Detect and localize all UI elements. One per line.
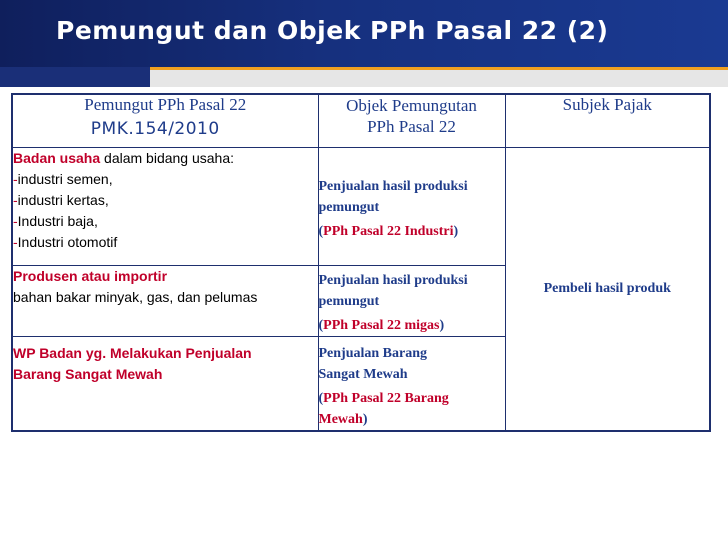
table-row xyxy=(12,148,710,266)
list-item: Industri otomotif xyxy=(17,234,118,250)
accent-block xyxy=(0,67,150,87)
header-objek-line2: PPh Pasal 22 xyxy=(367,117,456,136)
pemungut-cell-migas xyxy=(12,266,318,337)
accent-line xyxy=(150,67,728,70)
header-pemungut xyxy=(12,94,318,148)
pemungut-badan-usaha: Badan usaha xyxy=(13,150,101,166)
pph-table xyxy=(11,93,711,432)
objek-text: Penjualan hasil produksi xyxy=(318,179,468,194)
objek-cell-mewah: Penjualan Barang Sangat Mewah (PPh Pasal 22 Barang Mewah) xyxy=(318,337,505,432)
title-bar xyxy=(0,0,728,67)
subjek-text: Pembeli hasil produk xyxy=(543,281,671,296)
subjek-cell xyxy=(505,148,710,432)
objek-cell-industri: Penjualan hasil produksi pemungut (PPh Pasal 22 Industri) xyxy=(318,148,505,266)
table-header-row xyxy=(12,94,710,148)
pemungut-produsen-desc: bahan bakar minyak, gas, dan pelumas xyxy=(13,289,258,305)
header-subjek xyxy=(505,94,710,148)
header-subjek-label: Subjek Pajak xyxy=(562,95,652,114)
pemungut-badan-usaha-desc: dalam bidang usaha: xyxy=(100,150,235,166)
list-item: industri semen, xyxy=(17,171,113,187)
pemungut-wp-badan: WP Badan yg. Melakukan Penjualan xyxy=(13,345,252,361)
list-item: Industri baja, xyxy=(17,213,98,229)
header-pemungut-label: Pemungut PPh Pasal 22 xyxy=(84,95,247,114)
pemungut-cell-mewah xyxy=(12,337,318,432)
header-pmk-label: PMK.154/2010 xyxy=(90,119,220,139)
objek-text: Sangat Mewah xyxy=(318,367,408,382)
objek-type: PPh Pasal 22 Barang xyxy=(323,391,449,406)
pemungut-produsen: Produsen atau importir xyxy=(13,268,168,284)
header-objek-line1: Objek Pemungutan xyxy=(346,96,477,115)
objek-cell-migas: Penjualan hasil produksi pemungut (PPh Pasal 22 migas) xyxy=(318,266,505,337)
header-objek xyxy=(318,94,505,148)
objek-text: pemungut xyxy=(318,294,380,309)
objek-text: Penjualan hasil produksi xyxy=(318,273,468,288)
slide-title: Pemungut dan Objek PPh Pasal 22 (2) xyxy=(56,16,609,45)
objek-text: pemungut xyxy=(318,200,380,215)
list-item: industri kertas, xyxy=(17,192,109,208)
objek-text: Penjualan Barang xyxy=(318,346,428,361)
objek-type: PPh Pasal 22 Industri xyxy=(323,224,454,239)
pemungut-wp-badan: Barang Sangat Mewah xyxy=(13,366,163,382)
objek-type: PPh Pasal 22 migas xyxy=(323,318,440,333)
objek-type: Mewah xyxy=(318,412,363,427)
pemungut-cell-industri: Badan usaha dalam bidang usaha: -industri semen, -industri kertas, -Industri baja, -Industri otomotif xyxy=(12,148,318,266)
